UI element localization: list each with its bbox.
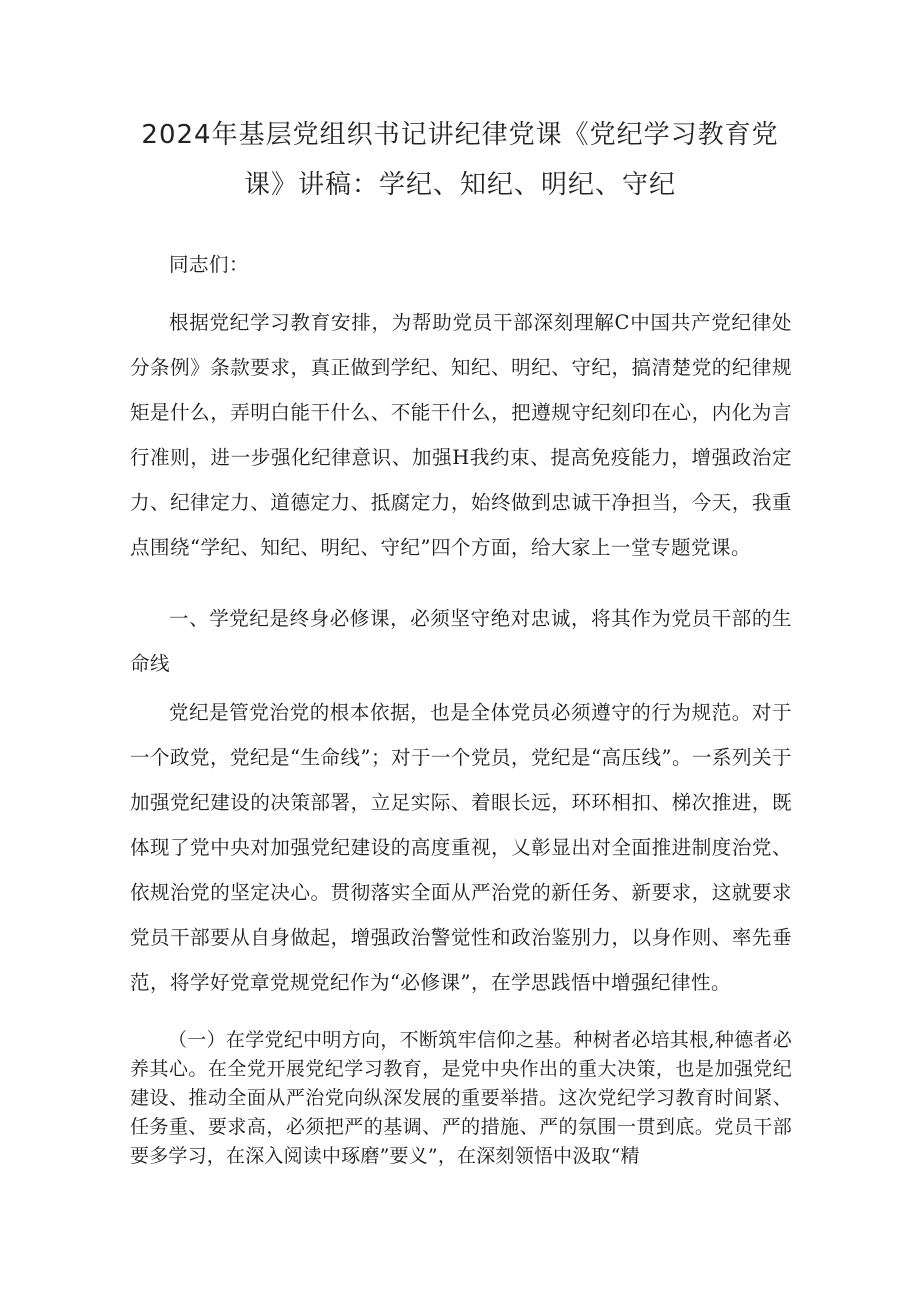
paragraph-1-block bbox=[130, 300, 792, 570]
document-title bbox=[100, 110, 820, 210]
title-line-1: 2024年基层党组织书记讲纪律党课《党纪学习教育党 bbox=[141, 120, 779, 150]
section-heading-1-block bbox=[130, 596, 792, 686]
paragraph-party-discipline: 党纪是管党治党的根本依据，也是全体党员必须遵守的行为规范。对于一个政党，党纪是“生命线”；对于一个党员，党纪是“高压线”。一系列关于加强党纪建设的决策部署，立足实际、着眼长远，环环相扣、梯次推进，既体现了党中央对加强党纪建设的高度重视，乂彰显出对全面推进制度治党、依规治党的坚定决心。贯彻落实全面从严治党的新任务、新要求，这就要求党员干部要从自身做起，增强政治警觉性和政治鉴别力，以身作则、率先垂范，将学好党章党规党纪作为“必修课”，在学思践悟中增强纪律性。 bbox=[130, 701, 792, 994]
paragraph-2-block bbox=[130, 690, 792, 1005]
section-heading-1: 一、学党纪是终身必修课，必须坚守绝对忠诚，将其作为党员干部的生命线 bbox=[130, 607, 792, 675]
paragraph-3-block bbox=[130, 1026, 792, 1171]
paragraph-intro: 根据党纪学习教育安排，为帮助党员干部深刻理解C中国共产党纪律处分条例》条款要求，真正做到学纪、知纪、明纪、守纪，搞清楚党的纪律规矩是什么，弄明白能干什么、不能干什么，把遵规守纪刻印在心，内化为言行准则，进一步强化纪律意识、加强H我约束、提高免疫能力，增强政治定力、纪律定力、道德定力、抵腐定力，始终做到忠诚干净担当，今天，我重点围绕“学纪、知纪、明纪、守纪”四个方面，给大家上一堂专题党课。 bbox=[130, 311, 792, 559]
salutation: 同志们： bbox=[169, 253, 250, 276]
salutation-block bbox=[130, 250, 792, 280]
paragraph-subsection-1: （一）在学党纪中明方向，不断筑牢信仰之基。种树者必培其根,种德者必养其心。在全党开展党纪学习教育，是党中央作出的重大决策，也是加强党纪建设、推动全面从严治党向纵深发展的重要举措。这次党纪学习教育时间紧、任务重、要求高，必须把严的基调、严的措施、严的氛围一贯到底。党员干部要多学习，在深入阅读中琢磨”要义”，在深刻领悟中汲取“精 bbox=[130, 1029, 792, 1167]
title-line-2: 课》讲稿：学纪、知纪、明纪、守纪 bbox=[243, 170, 676, 200]
